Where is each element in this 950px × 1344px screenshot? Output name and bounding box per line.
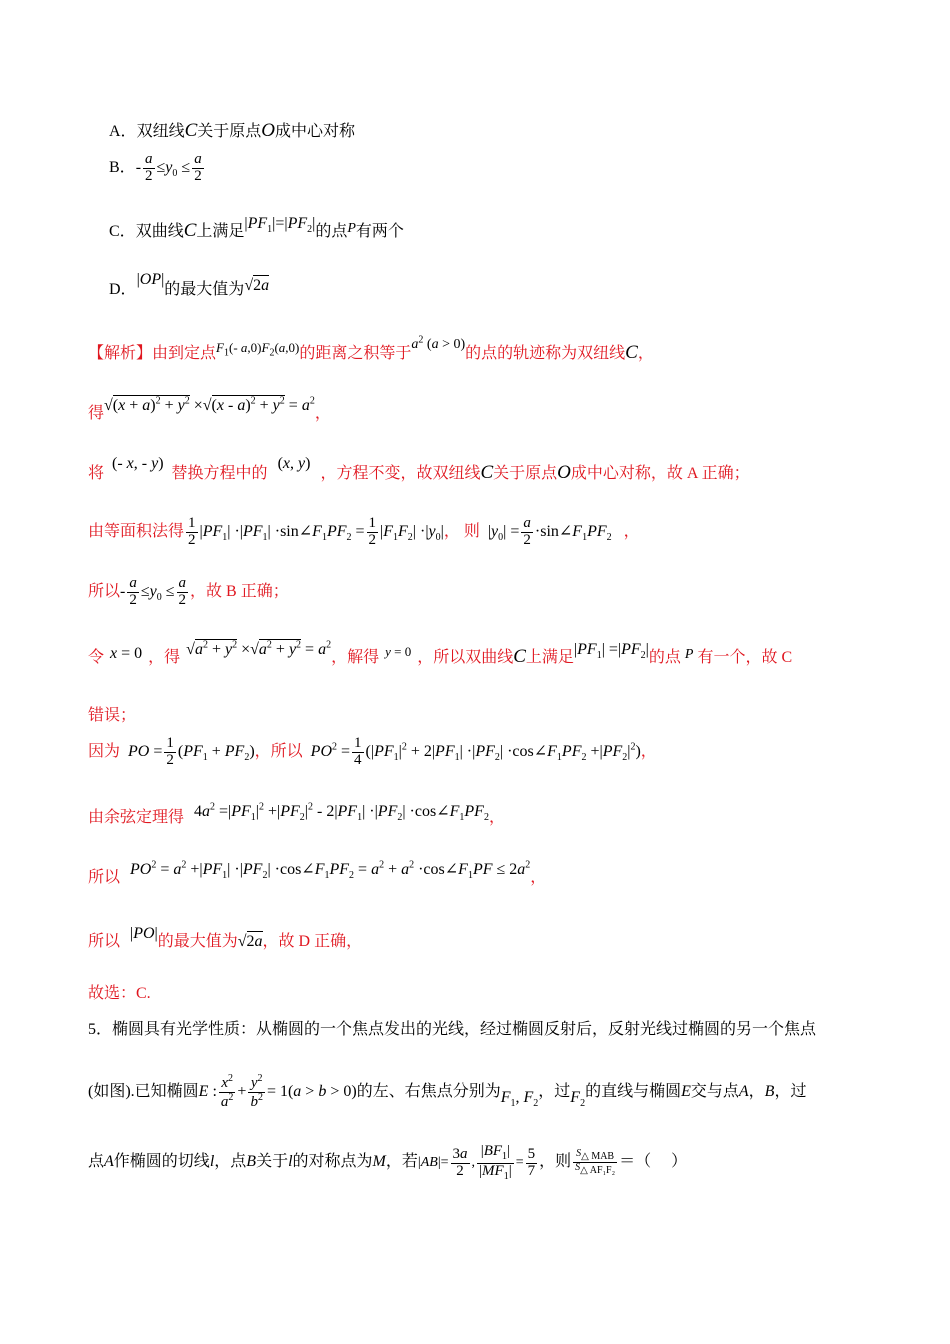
text: 关于 xyxy=(256,1153,289,1171)
question-5-line-1 xyxy=(88,1016,950,1039)
text: ，故 B 正确； xyxy=(190,582,289,600)
option-text: 成中心对称 xyxy=(275,123,356,140)
text: 作椭圆的切线 xyxy=(113,1153,210,1171)
text: 有一个，故 C xyxy=(697,649,793,666)
text: 的点 xyxy=(648,649,681,666)
option-label: C． xyxy=(109,223,136,240)
option-text: 关于原点 xyxy=(197,123,262,140)
text: (如图).已知椭圆 xyxy=(88,1082,199,1100)
text: 的最大值为 xyxy=(157,933,238,950)
text: ， xyxy=(637,345,654,362)
text: 由等面积法得 xyxy=(88,522,185,540)
text: ，解得 xyxy=(331,649,380,666)
text: ，若 xyxy=(385,1153,418,1171)
analysis-line-8: 因为 PO = $\frac{1}{2}$ $(PF_1 + PF_2)$，所以 $PO^2$ = $\frac{1}{4}$ ($|PF_1|^2 + 2|PF_1| \cdot|PF_2|$ $\cdot\cos\angle F_1PF_2 +|PF_2|^2$)， xyxy=(88,735,657,768)
text: ，故 D 正确， xyxy=(262,933,363,950)
option-text: 上满足 xyxy=(196,223,245,240)
text: ＝（ ） xyxy=(619,1153,688,1171)
option-text: 双曲线 xyxy=(135,223,184,240)
analysis-line-6: 令 x = 0 ，得 $√a^2 + y^2 \times√a^2 + y^2 = a^2$，解得 $^{y = 0}$ ，所以双曲线C上满足$|PF_1| =|PF_2|$的点 P 有一个，故 C xyxy=(88,639,793,667)
text: ， xyxy=(314,405,331,422)
analysis-line-1: 【解析】由到定点$^{F_1(- a,0)F_2(a,0)}$的距离之积等于$a^2$ (a > 0)的点的轨迹称为双纽线C， xyxy=(88,334,654,363)
question-text: 5．椭圆具有光学性质：从椭圆的一个焦点发出的光线，经过椭圆反射后，反射光线过椭圆的另一个焦点 xyxy=(88,1021,817,1038)
text: ，所以双曲线 xyxy=(417,649,514,666)
text: 由到定点 xyxy=(152,345,217,362)
text: 得 xyxy=(88,405,105,422)
text: ，则 xyxy=(539,1153,572,1171)
text: ， xyxy=(640,742,657,760)
text: 因为 xyxy=(88,742,121,760)
text: 将 xyxy=(88,465,105,482)
text: 所以 xyxy=(88,582,121,600)
text: ，方程不变，故双纽线 xyxy=(320,465,481,482)
answer-text: 故选：C. xyxy=(88,985,151,1002)
analysis-line-2: 得$√(x + a)^2 + y^2 \times√(x - a)^2 + y^2 = a^2$， xyxy=(88,395,331,422)
text: 的左、右焦点分别为 xyxy=(356,1082,501,1100)
analysis-line-9: 由余弦定理得 $4a^2 =|PF_1|^2 +|PF_2|^2 - 2|PF_1| \cdot|PF_2|$ $\cdot\cos\angle F_1PF_2$， xyxy=(88,801,505,826)
question-5-line-2: (如图).已知椭圆E : $\frac{x^2}{a^2}$ + $\frac{y^2}{b^2}$ = 1(a > b > 0)的左、右焦点分别为$F_1$, $F_2$，过$F_2$的直线与椭圆E交与点A，B，过 xyxy=(88,1073,807,1110)
option-label: D． xyxy=(109,281,137,298)
analysis-line-3: 将(- x, - y)替换方程中的(x, y)，方程不变，故双纽线C关于原点O成中心对称，故 A 正确； xyxy=(88,455,750,483)
analysis-line-10: 所以 $PO^2 = a^2 +|PF_1| \cdot|PF_2|$ $\cdot\cos\angle F_1PF_2 = a^2 + a^2$ $\cdot\cos\angle F_1PF \le 2a^2$， xyxy=(88,859,547,886)
text: 的距离之积等于 xyxy=(299,345,412,362)
text: ，点 xyxy=(214,1153,247,1171)
analysis-line-5: 所以- $\frac{a}{2}$ $\le y_0$ ≤ $\frac{a}{2}$ ，故 B 正确； xyxy=(88,575,289,608)
text: ，得 xyxy=(148,649,181,666)
text: ，过 xyxy=(538,1082,571,1100)
text: 点 xyxy=(88,1153,105,1171)
text: ， xyxy=(748,1082,765,1100)
option-a: A．双纽线C关于原点O成中心对称 xyxy=(109,120,356,141)
option-text: 有两个 xyxy=(355,223,404,240)
text: 所以 xyxy=(88,933,121,950)
text: ，所以 xyxy=(254,742,303,760)
question-5-line-3: 点A作椭圆的切线l，点B关于l的对称点为M，若|AB|= $\frac{3a}{2}$ , $\frac{|BF_1|}{|MF_1|}$ = $\frac{5}{7}$ ，则 $\frac{S_{\triangle MAB}}{S_{\triangle AF_1F_2}}$ ＝（ ） xyxy=(88,1143,688,1182)
text: 替换方程中的 xyxy=(171,465,268,482)
text: ，过 xyxy=(774,1082,807,1100)
option-text: 的最大值为 xyxy=(164,281,245,298)
option-d: D．|OP|的最大值为√2a xyxy=(109,271,270,298)
text: 的直线与椭圆 xyxy=(585,1082,682,1100)
analysis-line-4: 由等面积法得 $\frac{1}{2}$ $|PF_1| \cdot|PF_1|$ $\cdot\sin\angle F_1PF_2$ = $\frac{1}{2}$ $|F_1F_2| \cdot|y_0|$， 则 $|y_0|$ = $\frac{a}{2}$ $\cdot\sin\angle F_1PF_2$ ， xyxy=(88,515,640,548)
analysis-tag: 【解析】 xyxy=(88,345,153,362)
option-text: 的点 xyxy=(315,223,348,240)
text: 令 xyxy=(88,649,105,666)
text: ， xyxy=(488,809,505,826)
text: 的点的轨迹称为双纽线 xyxy=(465,345,626,362)
text: 由余弦定理得 xyxy=(88,809,185,826)
text: ， xyxy=(530,869,547,886)
option-b: B．- $\frac{a}{2}$ $\le y_0$ ≤ $\frac{a}{2}$ xyxy=(109,151,202,184)
option-c: C．双曲线C上满足$|PF_1|=|PF_2|$的点P有两个 xyxy=(109,215,404,241)
analysis-line-7 xyxy=(88,702,950,725)
option-label: A． xyxy=(109,123,137,140)
text: 关于原点 xyxy=(493,465,558,482)
analysis-line-11: 所以 |PO|的最大值为√2a，故 D 正确， xyxy=(88,925,363,950)
text: 上满足 xyxy=(525,649,574,666)
text: ， xyxy=(623,522,640,540)
analysis-line-12 xyxy=(88,980,950,1003)
option-text: 双纽线 xyxy=(136,123,185,140)
text: 错误； xyxy=(88,707,137,724)
text: 成中心对称，故 A 正确； xyxy=(570,465,750,482)
text: 所以 xyxy=(88,869,121,886)
text: 交与点 xyxy=(690,1082,739,1100)
text: ， 则 xyxy=(443,522,480,540)
text: 的对称点为 xyxy=(292,1153,373,1171)
option-label: B． xyxy=(109,158,136,176)
